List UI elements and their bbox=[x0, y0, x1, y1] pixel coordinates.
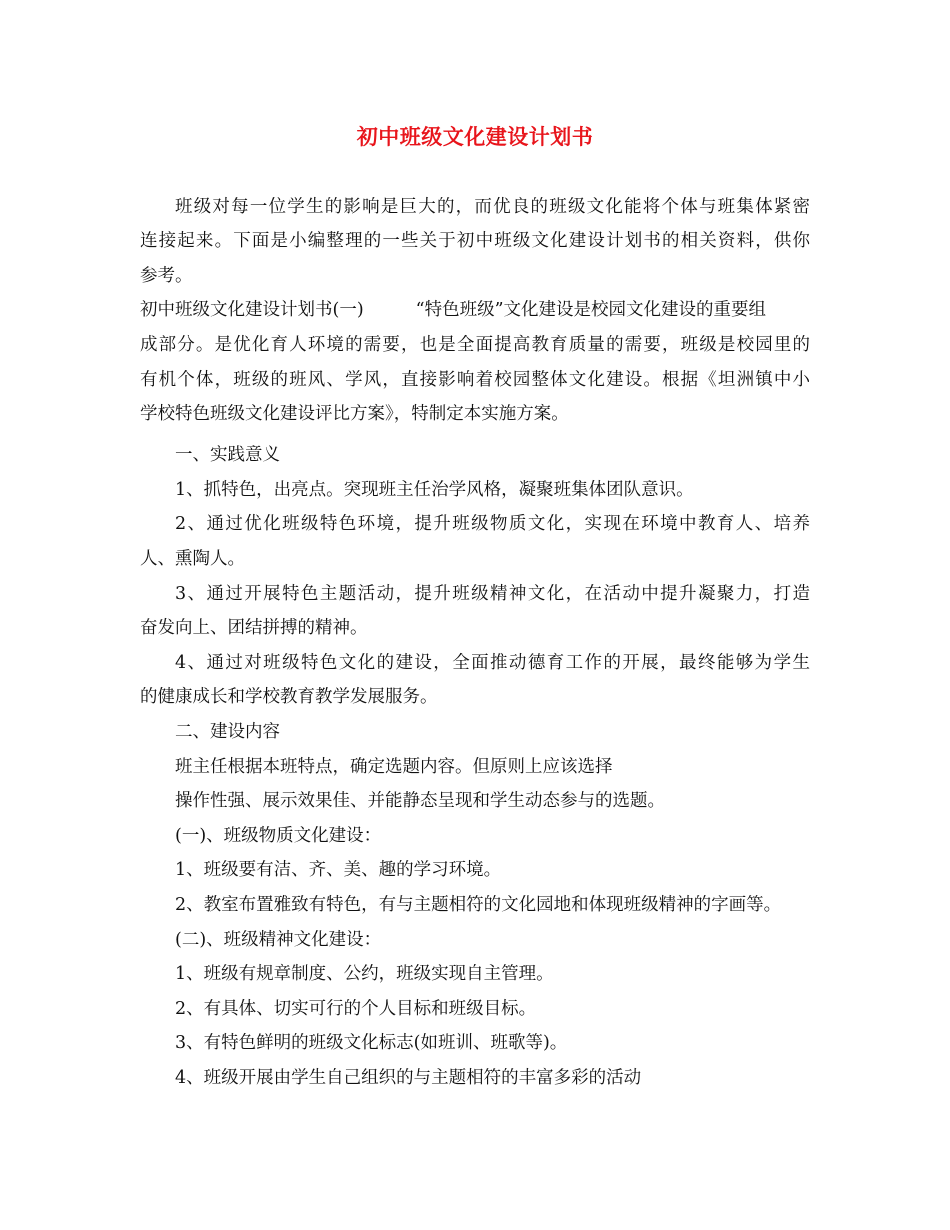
paragraph-line: 班级对每一位学生的影响是巨大的，而优良的班级文化能将个体与班集体紧密 bbox=[175, 197, 810, 217]
section-heading: 一、实践意义 bbox=[175, 445, 280, 465]
list-item: 1、班级有规章制度、公约，班级实现自主管理。 bbox=[175, 964, 554, 984]
paragraph-line: 操作性强、展示效果佳、并能静态呈现和学生动态参与的选题。 bbox=[175, 791, 665, 811]
subsection-heading: (一)、班级物质文化建设： bbox=[175, 826, 382, 846]
list-item: 2、通过优化班级特色环境，提升班级物质文化，实现在环境中教育人、培养 bbox=[175, 514, 810, 534]
document-title: 初中班级文化建设计划书 bbox=[356, 124, 594, 149]
list-item: 2、有具体、切实可行的个人目标和班级目标。 bbox=[175, 999, 537, 1019]
list-item-continuation: 的健康成长和学校教育教学发展服务。 bbox=[140, 687, 438, 707]
subsection-heading: (二)、班级精神文化建设： bbox=[175, 930, 382, 950]
paragraph-line: 参考。 bbox=[140, 266, 193, 286]
list-item: 1、班级要有洁、齐、美、趣的学习环境。 bbox=[175, 860, 502, 880]
section-heading: 初中班级文化建设计划书(一) bbox=[140, 300, 364, 320]
section-heading-line bbox=[140, 298, 766, 322]
section-heading: 二、建设内容 bbox=[175, 722, 280, 742]
paragraph-line: 班主任根据本班特点，确定选题内容。但原则上应该选择 bbox=[175, 757, 613, 777]
paragraph-text: “特色班级”文化建设是校园文化建设的重要组 bbox=[415, 300, 767, 320]
list-item: 3、有特色鲜明的班级文化标志(如班训、班歌等)。 bbox=[175, 1033, 568, 1053]
paragraph-line: 成部分。是优化育人环境的需要，也是全面提高教育质量的需要，班级是校园里的 bbox=[140, 335, 810, 355]
list-item: 4、班级开展由学生自己组织的与主题相符的丰富多彩的活动 bbox=[175, 1068, 642, 1088]
list-item-continuation: 人、熏陶人。 bbox=[140, 549, 245, 569]
paragraph-line: 连接起来。下面是小编整理的一些关于初中班级文化建设计划书的相关资料，供你 bbox=[140, 231, 810, 251]
list-item-continuation: 奋发向上、团结拼搏的精神。 bbox=[140, 618, 368, 638]
list-item: 3、通过开展特色主题活动，提升班级精神文化，在活动中提升凝聚力，打造 bbox=[175, 584, 810, 604]
list-item: 4、通过对班级特色文化的建设，全面推动德育工作的开展，最终能够为学生 bbox=[175, 653, 810, 673]
paragraph-line: 学校特色班级文化建设评比方案》，特制定本实施方案。 bbox=[140, 404, 569, 424]
list-item: 2、教室布置雅致有特色，有与主题相符的文化园地和体现班级精神的字画等。 bbox=[175, 895, 782, 915]
list-item: 1、抓特色，出亮点。突现班主任治学风格，凝聚班集体团队意识。 bbox=[175, 480, 694, 500]
paragraph-line: 有机个体，班级的班风、学风，直接影响着校园整体文化建设。根据《坦洲镇中小 bbox=[140, 370, 810, 390]
